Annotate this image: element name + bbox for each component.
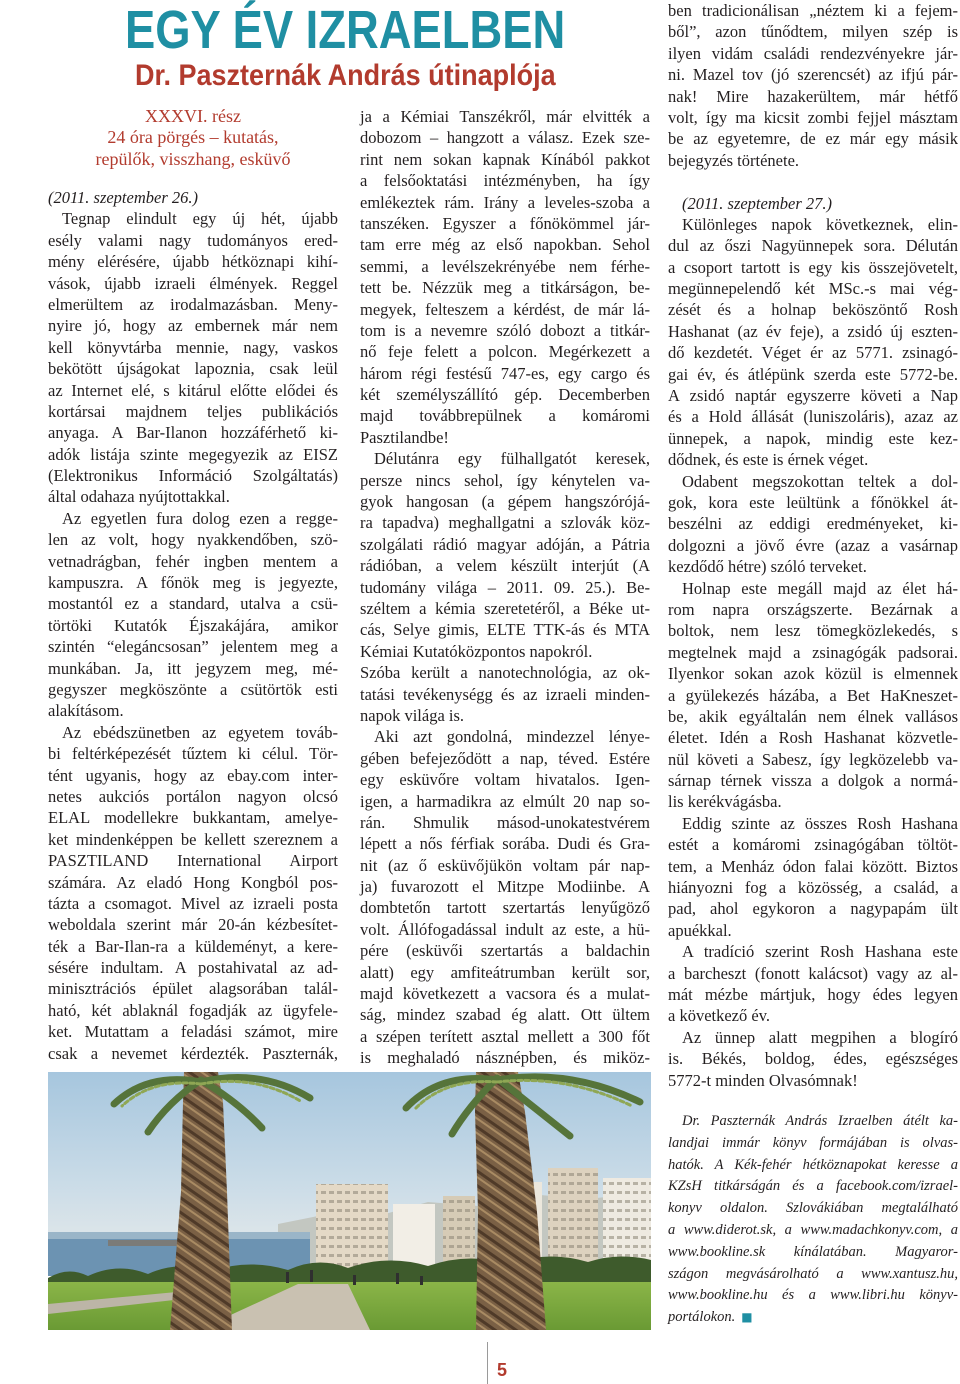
text-line: ja a Kémiai Tanszékről, már elvitték a (360, 107, 650, 126)
text-line: ni. Mazel tov (jó szerencsét) az ifjú pár- (668, 65, 958, 85)
text-line: estét a komáromi zsinagógában töltöt- (668, 835, 958, 855)
text-line: semmi, a levélszekrényébe nem férhe- (360, 256, 650, 276)
text-line: ből”, azon tűnődtem, milyen szép is (668, 22, 958, 42)
text-line: be az egyetemre, de ez már egy másik (668, 129, 958, 149)
text-line: is meghaladó násznépben, és miköz- (360, 1048, 650, 1068)
text-line: három régi festésű 747-es, egy cargo és (360, 363, 650, 383)
text-line: egy esküvőre voltam hivatalos. Igen- (360, 770, 650, 790)
text-line: zését és a holnap beköszöntő Rosh (668, 300, 958, 320)
text-line: mát mézbe mártjuk, hogy édes legyen (668, 984, 958, 1004)
text-column-right (668, 0, 958, 1091)
text-line: két személyszállító gép. Decemberben (360, 385, 650, 405)
text-line: dődnek, és este is érnek véget. (668, 450, 869, 470)
text-line: Aki azt gondolná, mindezzel lénye- (374, 727, 650, 747)
episode-heading (48, 106, 338, 170)
note-text: konyv oldalon. Szlovákiában megtalálható (668, 1200, 958, 1217)
episode-number: XXXVI. rész (145, 106, 241, 126)
text-line: tázta a csomagot. Mivel az izraeli posta (48, 893, 338, 913)
text-line: mény elérésére, újabb hétköznapi kihí- (48, 252, 338, 272)
text-line: törtöki Kutatók Éjszakájára, amikor (48, 615, 338, 635)
episode-heading-line: repülők, visszhang, esküvő (95, 148, 291, 169)
entry-date (48, 187, 338, 208)
paragraph (360, 726, 650, 1068)
note-line (668, 1176, 958, 1198)
text-line: nyire jó, hogy az embernek már nem (48, 316, 338, 336)
text-line: netes aukciós portálon nagyon olcsó (48, 786, 338, 806)
text-line: ünnepek, a napok, mindig este kez- (668, 428, 958, 448)
paragraph (668, 813, 958, 941)
text-line: boltok, nem lesz tömegközlekedés, s (668, 621, 958, 641)
text-line: gyok hangosan (a gépem hangszórójá- (360, 492, 650, 512)
text-line: cás, Selye gimis, ELTE TTK-ás és MTA (360, 620, 650, 640)
text-line: Tegnap elindult egy új hét, újabb (62, 209, 338, 229)
text-line: elmerültem az irodalmazásban. Meny- (48, 294, 338, 314)
paragraph (48, 208, 338, 507)
text-line: alakításom. (48, 701, 124, 721)
text-line: napok világa is. (360, 705, 465, 725)
text-line: tom is a nevemre szóló dobozt a titkár- (360, 320, 650, 340)
text-line: sésére indultam. A postahivatal az ad- (48, 958, 338, 978)
text-line: volt. Állófogadással indult az este, a hü- (360, 919, 650, 939)
text-line: PASZTILAND International Airport (48, 851, 338, 871)
text-line: be, akik egyáltalán nem élnek vallásos (668, 706, 958, 726)
text-line: nő feje felett a polcon. Megérkezett a (360, 342, 650, 362)
note-line (668, 1198, 958, 1220)
text-line: anyaga. A Bar-Ilanon hozzáférhető ki- (48, 423, 338, 443)
paragraph (668, 578, 958, 813)
text-line: ság, mindez szabad ég alatt. Ott ültem (360, 1005, 650, 1025)
text-line: dobozom – hangzott a válasz. Ezek sze- (360, 128, 650, 148)
text-line: ELAL modellekre bukkantam, amelye- (48, 808, 338, 828)
text-line: esély valami nagy tudományos ered- (48, 230, 338, 250)
note-line (668, 1307, 958, 1329)
paragraph (668, 941, 958, 1027)
text-line: (2011. szeptember 26.) (48, 188, 198, 207)
text-line: számára. Az eladó Hong Kongból pos- (48, 872, 338, 892)
text-line: Pasztilandbe! (360, 427, 449, 447)
text-line: bejegyzés története. (668, 150, 800, 170)
pier (108, 1240, 188, 1246)
text-line: szintén “elegáncsosan” jelentem meg a (48, 637, 338, 657)
text-line: nit (az ő esküvőjükön voltam pár nap- (360, 855, 650, 875)
text-line: gok, kora este leültünk a főnökkel át- (668, 492, 958, 512)
text-line: beszélni az eddigi eredményeket, ki- (668, 514, 958, 534)
end-mark-icon: ■ (741, 1310, 753, 1325)
text-line: Az ünnep alatt megpihen a blogíró (682, 1027, 958, 1047)
text-line: munkában. Ja, itt jegyzem meg, mé- (48, 658, 338, 678)
note-text: Dr. Paszternák András Izraelben átélt ka- (682, 1113, 958, 1129)
text-line: mostantól ez a standard, utalva a csü- (48, 594, 338, 614)
text-line: ket. Mutattam a feladási számot, mire (48, 1022, 338, 1042)
paragraph (668, 214, 958, 471)
text-line: gegyszer megköszönte a csütörtök esti (48, 679, 338, 699)
text-line: Délutánra egy fülhallgatót keresek, (374, 449, 650, 469)
page-number: 5 (497, 1360, 508, 1380)
book-promo-note (668, 1111, 958, 1329)
paragraph (360, 106, 650, 448)
text-line: alatt) egy amfiteátrumban került sor, (360, 962, 650, 982)
note-line (668, 1133, 958, 1155)
note-line (668, 1242, 958, 1264)
text-line: ben tradicionálisan „néztem ki a fejem- (668, 1, 958, 20)
text-line: hiányozni fog a közösség, a család, a (668, 878, 958, 898)
text-line: Különleges napok következnek, elin- (682, 214, 958, 234)
text-line: (Elektronikus Információ Szolgáltatás) (48, 466, 338, 486)
text-line: tatási tevékenységg és az izraeli minden- (360, 684, 650, 704)
text-line: adók listája szinte megegyezik az EISZ (48, 444, 338, 464)
footer-divider (487, 1342, 488, 1384)
text-line: tént ugyanis, hogy az ebay.com inter- (48, 765, 338, 785)
paragraph (668, 471, 958, 578)
text-column-left (48, 187, 338, 1064)
text-line: 5772-t minden Olvasómnak! (668, 1070, 858, 1090)
palm-promenade-photo (48, 1072, 651, 1330)
text-column-middle (360, 106, 650, 1069)
text-line: minisztrációs épület alagsorában talál- (48, 979, 338, 999)
text-line: kampuszra. A főnök meg is jegyezte, (48, 573, 338, 593)
text-line: ték a Bar-Ilan-ra a küldeményt, a kere- (48, 936, 338, 956)
text-line: vetnadrágban, fehér ingben mentem a (48, 551, 338, 571)
text-line: is. Békés, boldog, édes, egészséges (668, 1049, 958, 1069)
note-line (668, 1155, 958, 1177)
text-line: ra tapadva) meghallgatni a szlovák köz- (360, 513, 650, 533)
text-line: rán. Shmulik másod-unokatestvérem (360, 812, 650, 832)
text-line: tett be. Nézzük meg a titkárságon, be- (360, 278, 650, 298)
text-line: és a Hold állását (luniszoláris), azaz az (668, 407, 958, 427)
text-line: dombtetőn tartott szertartás lenyűgöző (360, 898, 650, 918)
note-text: hatók. A Kék-fehér hétköznapokat keresse a (668, 1156, 958, 1173)
text-line: Az ebédszünetben az egyetem továb- (62, 722, 338, 742)
text-line: tudomány világa – 2011. 09. 25.). Be- (360, 577, 650, 597)
note-line (668, 1111, 958, 1133)
text-line: az Internet elé, s kitárul előtte elődei és (48, 380, 338, 400)
text-line: megyek, felteszem a kérdést, de már lá- (360, 299, 650, 319)
text-line: megtelnek majd a zsinagógák padsorai. (668, 642, 958, 662)
text-line: a gyülekezés házába, a Bet HaKneszet- (668, 685, 958, 705)
text-line: megünnepelendő két MSc.-s mai vég- (668, 279, 958, 299)
text-line: kortársai majdnem teljes publikációs (48, 401, 338, 421)
paragraph (360, 448, 650, 662)
paragraph (48, 722, 338, 1064)
text-line: tem, a Menház ódon falai között. Biztos (668, 856, 958, 876)
paragraph (360, 662, 650, 726)
text-line: rádióban, a velem készült interjút (A (360, 556, 650, 576)
episode-heading-line: 24 óra pörgés – kutatás, (107, 127, 279, 148)
text-line: lépett a nős férfiak sorába. Dudi és Gra- (360, 834, 650, 854)
text-line: dul az őszi Nagyünnepek sora. Délután (668, 236, 958, 256)
paragraph (668, 0, 958, 171)
text-line: rom napra országszerte. Bezárnak a (668, 599, 958, 619)
text-line: ja) fuvarozott el Mitzpe Modiinbe. A (360, 877, 650, 897)
note-text: www.bookline.sk kínálatában. Magyaror- (668, 1243, 958, 1260)
note-line (668, 1220, 958, 1242)
text-line: Odabent megszokottan teltek a dol- (682, 471, 958, 491)
text-line: dő kezdetét. Véget ér az 5771. zsinagó- (668, 343, 958, 363)
entry-date (668, 193, 958, 214)
text-line: apuékkal. (668, 920, 732, 940)
text-line: vások, újabb izraeli élmények. Reggel (48, 273, 338, 293)
paragraph (48, 508, 338, 722)
text-line: kell könyvtárba mennie, nagy, vaskos (48, 337, 338, 357)
text-line: Az egyetlen fura dolog ezen a regge- (62, 508, 338, 528)
note-text: portálokon. (668, 1309, 736, 1326)
text-line: által odahaza nyújtottakkal. (48, 487, 230, 507)
text-line: gai év, és átlépünk szerda este 5772-be. (668, 364, 958, 384)
note-line (668, 1264, 958, 1286)
text-line: volt, így ma kicsit zombi fejjel másztam (668, 107, 958, 127)
text-line: ilyen vidám családi rendezvényekre jár- (668, 43, 958, 63)
text-line: majd következett a vacsora és a mulat- (360, 984, 650, 1004)
text-line: rint nem sokan kapnak Kínából pakkot (360, 149, 650, 169)
text-line: majd továbbrepülnek a komáromi (360, 406, 650, 426)
text-line: lis kerékvágásba. (668, 792, 782, 812)
text-line: Szóba került a nanotechnológia, az ok- (360, 663, 650, 683)
note-text: szágon megvásárolható a www.xantusz.hu, (668, 1265, 958, 1282)
text-line: ket mindenképpen be kellett szereznem a (48, 829, 338, 849)
text-line: életet. Idén a Rosh Hashanat közvetle- (668, 728, 958, 748)
text-line: a csoport tartott is egy kis összejövetelt, (668, 257, 958, 277)
text-line: a szépen terített asztal mellett a 300 főt (360, 1026, 650, 1046)
text-line: len az volt, hogy nyakkendőben, szö- (48, 530, 338, 550)
text-line: pad, ahol egykoron a nagypapám ült (668, 899, 958, 919)
text-line: Eddig szinte az összes Rosh Hashana (682, 813, 958, 833)
text-line: a következő év. (668, 1006, 771, 1026)
text-line: A zsidó naptár egyszerre követi a Nap (668, 386, 958, 406)
text-line: a barcheszt (fonott kalácsot) vagy az al- (668, 963, 958, 983)
text-line: gében befejeződött a nap, téved. Estére (360, 748, 650, 768)
text-line: ható, két ablaknál fogadják az ügyfele- (48, 1000, 338, 1020)
note-text: KZsH titkárságán és a facebook.com/izrael- (668, 1178, 958, 1195)
text-line: Ilyenkor sokan azok közül is elmennek (668, 664, 958, 684)
text-line: Hashanat (az év feje), a zsidó új eszten- (668, 321, 958, 341)
text-line: A tradíció szerint Rosh Hashana este (682, 942, 958, 962)
text-line: szolgálati rádió magyar adóján, a Pátria (360, 534, 650, 554)
text-line: dolgozni a jövő évre (azaz a vasárnap (668, 535, 958, 555)
series-title: EGY ÉV IZRAELBEN (125, 0, 566, 60)
text-line: csak a nevemet kérdezték. Paszternák, (48, 1043, 338, 1063)
text-line: bekötött újságokat lapoznia, csak leül (48, 359, 338, 379)
text-line: (2011. szeptember 27.) (682, 193, 832, 213)
text-line: weboldala szerint már 20-án kézbesítet- (48, 915, 338, 935)
text-line: nak! Mire hazakerültem, már hétfő (668, 86, 958, 106)
author-subtitle: Dr. Paszternák András útinaplója (135, 59, 556, 92)
text-line: persze nincs sehol, így kénytelen va- (360, 470, 650, 490)
note-text: www.bookline.hu és a www.libri.hu könyv- (668, 1287, 958, 1304)
text-line: pére (esküvői szertartás a baldachin (360, 941, 650, 961)
text-line: emlékeztek rám. Irány a leveles-szoba a (360, 192, 650, 212)
text-line: Kémiai Kutatóközpontos napokról. (360, 641, 593, 661)
note-text: landjai immár könyv formájában is olvas- (668, 1134, 958, 1151)
text-line: bi feltérképezését tűztem ki célul. Tör- (48, 744, 338, 764)
text-line: Holnap este megáll majd az élet há- (682, 578, 958, 598)
text-line: igen, a harmadikra az elmúlt 20 nap so- (360, 791, 650, 811)
text-line: sárnap térnek vissza a dolgok a normá- (668, 771, 958, 791)
note-line (668, 1285, 958, 1307)
text-line: kezdődő hétre) szóló terveket. (668, 557, 867, 577)
text-line: a felsőoktatási intézményben, ha így (360, 171, 650, 191)
text-line: nül követi a Sabesz, így legközelebb va- (668, 749, 958, 769)
text-line: tam erre még az első napokban. Sehol (360, 235, 650, 255)
text-line: széltem a kémia szeretetéről, a Béke ut- (360, 598, 650, 618)
text-line: tanszéken. Egyszer a főnökömmel jár- (360, 213, 650, 233)
note-text: a www.diderot.sk, a www.madachkonyv.com, a (668, 1221, 958, 1238)
paragraph (668, 1027, 958, 1091)
